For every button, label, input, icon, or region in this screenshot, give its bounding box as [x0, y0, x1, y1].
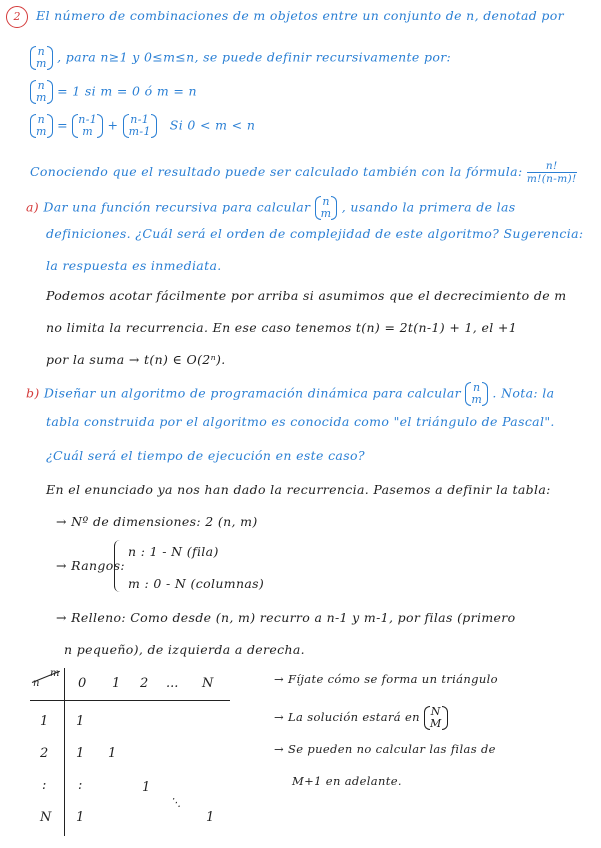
binom-solution: N M — [424, 706, 448, 730]
note-4: M+1 en adelante. — [292, 774, 402, 788]
base-case-line: n m = 1 si m = 0 ó m = n — [30, 80, 197, 104]
table-header-n: N — [202, 676, 214, 691]
table-cell: 1 — [206, 810, 215, 825]
part-b-fill-1: → Relleno: Como desde (n, m) recurro a n-1 y m-1, por filas (primero — [56, 610, 516, 625]
part-a-answer-3: por la suma → t(n) ∈ O(2ⁿ). — [46, 352, 226, 367]
table-header-1: 1 — [112, 676, 121, 691]
part-b-fill-2: n pequeño), de izquierda a derecha. — [64, 642, 306, 657]
binom-rec-left: n m — [30, 114, 53, 138]
table-header-0: 0 — [78, 676, 87, 691]
table-cell: 1 — [76, 714, 85, 729]
part-a-line-3: la respuesta es inmediata. — [46, 258, 222, 273]
table-diagonal-dots: ⋱ — [170, 796, 181, 809]
table-row-label-dots: : — [42, 778, 47, 793]
table-row-label-n: N — [40, 810, 52, 825]
table-header-2: 2 — [140, 676, 149, 691]
binom-base: n m — [30, 80, 53, 104]
intro-line-1: El número de combinaciones de m objetos entre un conjunto de n, denotad por — [36, 8, 564, 23]
part-a-line-1: a) Dar una función recursiva para calcular n m , usando la primera de las — [26, 195, 516, 220]
table-cell: 1 — [108, 746, 117, 761]
part-b-line-1: b) Diseñar un algoritmo de programación dinámica para calcular n m . Nota: la — [26, 381, 555, 406]
table-cell: 1 — [76, 746, 85, 761]
range-n: n : 1 - N (fila) — [128, 544, 219, 559]
range-brace — [114, 540, 125, 592]
table-cell: 1 — [142, 780, 151, 795]
note-2: → La solución estará en N M — [274, 706, 448, 730]
part-b-ranges-label: → Rangos: — [56, 558, 125, 573]
part-a-answer-1: Podemos acotar fácilmente por arriba si asumimos que el decrecimiento de m — [46, 288, 567, 303]
range-m: m : 0 - N (columnas) — [128, 576, 265, 591]
recurrence-line: n m = n-1 m + n-1 m-1 Si 0 < m < n — [30, 114, 255, 138]
formula-fraction: $\frac{n!}{m!(n-m)!}$ — [526, 160, 577, 185]
note-1: → Fíjate cómo se forma un triángulo — [274, 672, 498, 686]
binom-part-a: n m — [315, 196, 338, 220]
table-row-label-1: 1 — [40, 714, 49, 729]
binom-rec-1: n-1 m — [72, 114, 103, 138]
problem-number: 2 — [6, 6, 28, 28]
table-cell: 1 — [76, 810, 85, 825]
formula-line: Conociendo que el resultado puede ser calculado también con la fórmula: $\frac{n!}{m!(n-m)!}$ — [30, 160, 577, 185]
binom-part-b: n m — [465, 382, 488, 406]
table-cell: : — [78, 778, 83, 793]
part-b-line-3: ¿Cuál será el tiempo de ejecución en este caso? — [46, 448, 365, 463]
table-header-dots: ... — [166, 676, 179, 691]
part-b-answer-1: En el enunciado ya nos han dado la recurrencia. Pasemos a definir la tabla: — [46, 482, 551, 497]
binom-rec-2: n-1 m-1 — [123, 114, 157, 138]
table-corner-m: m — [50, 668, 60, 679]
note-3: → Se pueden no calcular las filas de — [274, 742, 496, 756]
part-b-dims: → Nº de dimensiones: 2 (n, m) — [56, 514, 258, 529]
pascal-table — [30, 668, 230, 838]
binom-n-m: n m — [30, 46, 53, 70]
part-b-line-2: tabla construida por el algoritmo es conocida como "el triángulo de Pascal". — [46, 414, 555, 429]
part-a-answer-2: no limita la recurrencia. En ese caso tenemos t(n) = 2t(n-1) + 1, el +1 — [46, 320, 517, 335]
table-horizontal-line — [30, 700, 230, 701]
table-vertical-line — [64, 668, 65, 836]
table-row-label-2: 2 — [40, 746, 49, 761]
table-corner-n: n — [33, 678, 40, 689]
intro-line-2: n m , para n≥1 y 0≤m≤n, se puede definir recursivamente por: — [30, 46, 451, 70]
part-a-line-2: definiciones. ¿Cuál será el orden de complejidad de este algoritmo? Sugerencia: — [46, 226, 584, 241]
